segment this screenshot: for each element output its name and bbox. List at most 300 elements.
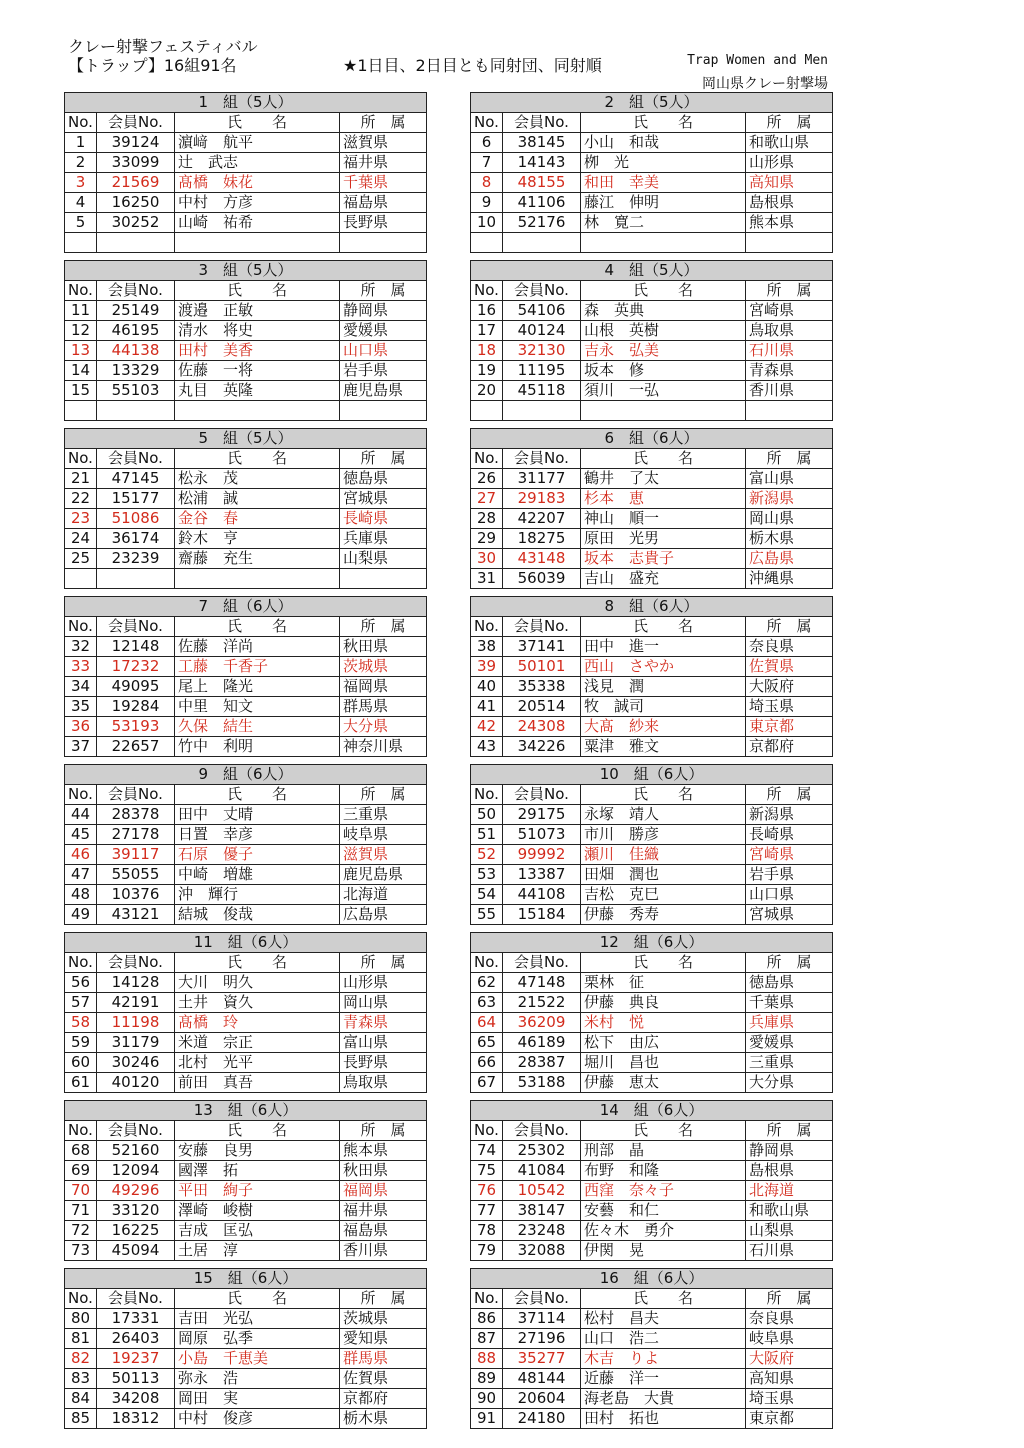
member-no: [97, 401, 175, 421]
table-row: [65, 1033, 427, 1053]
prefecture: 京都府: [340, 1389, 427, 1409]
member-no: 25149: [97, 301, 175, 321]
shooter-name: 神山 順一: [581, 509, 746, 529]
shooter-no: 69: [65, 1161, 97, 1181]
prefecture: [340, 401, 427, 421]
shooter-name: 金谷 春: [175, 509, 340, 529]
table-row: [65, 865, 427, 885]
shooter-name: 松浦 誠: [175, 489, 340, 509]
prefecture: 愛媛県: [746, 1033, 833, 1053]
column-header-member: 会員No.: [503, 1289, 581, 1309]
shooter-no: 43: [471, 737, 503, 757]
member-no: 10376: [97, 885, 175, 905]
table-row: [471, 1201, 833, 1221]
squad-table: [470, 428, 833, 589]
member-no: 37114: [503, 1309, 581, 1329]
shooter-no: 76: [471, 1181, 503, 1201]
member-no: 30246: [97, 1053, 175, 1073]
squad-table: [470, 260, 833, 421]
squad-title: 12 組（6人）: [471, 933, 833, 953]
shooter-name: [175, 401, 340, 421]
table-row: [471, 489, 833, 509]
squad-group: [470, 764, 832, 925]
prefecture: 鹿児島県: [340, 381, 427, 401]
shooter-no: [65, 233, 97, 253]
table-row: [65, 529, 427, 549]
member-no: 48144: [503, 1369, 581, 1389]
member-no: [97, 569, 175, 589]
table-row: [471, 1161, 833, 1181]
table-row: [471, 905, 833, 925]
table-row: [65, 885, 427, 905]
squad-table: [64, 596, 427, 757]
shooter-no: [65, 569, 97, 589]
prefecture: 京都府: [746, 737, 833, 757]
member-no: 49296: [97, 1181, 175, 1201]
squad-group: [470, 596, 832, 757]
shooter-no: 67: [471, 1073, 503, 1093]
shooter-no: 65: [471, 1033, 503, 1053]
table-row: [471, 321, 833, 341]
shooter-name: 土井 資久: [175, 993, 340, 1013]
member-no: 34208: [97, 1389, 175, 1409]
member-no: 53193: [97, 717, 175, 737]
squad-title: 2 組（5人）: [471, 93, 833, 113]
table-row: [471, 805, 833, 825]
table-row: [65, 469, 427, 489]
prefecture: 長野県: [340, 213, 427, 233]
shooter-no: 41: [471, 697, 503, 717]
shooter-no: 75: [471, 1161, 503, 1181]
prefecture: 高知県: [746, 1369, 833, 1389]
table-row: [65, 173, 427, 193]
column-header-no: No.: [471, 281, 503, 301]
member-no: 11195: [503, 361, 581, 381]
shooter-name: 伊藤 秀寿: [581, 905, 746, 925]
table-row: [65, 1201, 427, 1221]
squad-group: [64, 92, 426, 253]
table-row: [471, 825, 833, 845]
prefecture: 兵庫県: [746, 1013, 833, 1033]
member-no: 47148: [503, 973, 581, 993]
shooter-no: 3: [65, 173, 97, 193]
shooter-no: 38: [471, 637, 503, 657]
shooter-name: 佐藤 一将: [175, 361, 340, 381]
shooter-name: 髙橋 妹花: [175, 173, 340, 193]
table-row: [65, 1221, 427, 1241]
table-row: [65, 677, 427, 697]
shooter-name: 尾上 隆光: [175, 677, 340, 697]
shooter-name: 齋藤 充生: [175, 549, 340, 569]
shooter-name: 栁 光: [581, 153, 746, 173]
table-row: [471, 361, 833, 381]
shooter-no: 22: [65, 489, 97, 509]
prefecture: 岩手県: [340, 361, 427, 381]
column-header-pref: 所 属: [746, 785, 833, 805]
event-title: クレー射撃フェスティバル: [68, 37, 258, 56]
shooter-no: 66: [471, 1053, 503, 1073]
shooter-no: 19: [471, 361, 503, 381]
shooter-name: 日置 幸彦: [175, 825, 340, 845]
prefecture: 徳島県: [340, 469, 427, 489]
table-row: [65, 657, 427, 677]
prefecture: 滋賀県: [340, 845, 427, 865]
column-header-name: 氏 名: [175, 449, 340, 469]
table-row: [65, 737, 427, 757]
shooter-name: 粟津 雅文: [581, 737, 746, 757]
member-no: 39124: [97, 133, 175, 153]
member-no: [503, 401, 581, 421]
squad-table: [64, 764, 427, 925]
table-row: [471, 657, 833, 677]
table-row: [471, 509, 833, 529]
shooter-name: 伊藤 典良: [581, 993, 746, 1013]
prefecture: 長崎県: [340, 509, 427, 529]
prefecture: 福岡県: [340, 677, 427, 697]
prefecture: 滋賀県: [340, 133, 427, 153]
shooter-name: 松下 由広: [581, 1033, 746, 1053]
prefecture: 鳥取県: [746, 321, 833, 341]
table-row: [65, 1349, 427, 1369]
table-row: [65, 805, 427, 825]
member-no: 32088: [503, 1241, 581, 1261]
shooter-no: 61: [65, 1073, 97, 1093]
prefecture: 広島県: [746, 549, 833, 569]
column-header-pref: 所 属: [746, 113, 833, 133]
table-row: [471, 381, 833, 401]
member-no: 44108: [503, 885, 581, 905]
column-header-member: 会員No.: [97, 449, 175, 469]
shooter-name: 石原 優子: [175, 845, 340, 865]
squad-table: [64, 92, 427, 253]
shooter-name: 瀬川 佳織: [581, 845, 746, 865]
squad-table: [64, 932, 427, 1093]
squad-group: [64, 932, 426, 1093]
shooter-name: 中村 俊彦: [175, 1409, 340, 1429]
member-no: 48155: [503, 173, 581, 193]
member-no: 24180: [503, 1409, 581, 1429]
prefecture: 青森県: [746, 361, 833, 381]
shooter-no: 23: [65, 509, 97, 529]
member-no: 40120: [97, 1073, 175, 1093]
shooter-no: 56: [65, 973, 97, 993]
table-row: [471, 549, 833, 569]
squad-title: 9 組（6人）: [65, 765, 427, 785]
column-header-pref: 所 属: [340, 113, 427, 133]
shooter-name: 永塚 靖人: [581, 805, 746, 825]
table-row: [65, 381, 427, 401]
shooter-name: 米村 悦: [581, 1013, 746, 1033]
shooter-name: 前田 真吾: [175, 1073, 340, 1093]
column-header-member: 会員No.: [503, 953, 581, 973]
table-row: [65, 1409, 427, 1429]
shooter-name: 伊関 晃: [581, 1241, 746, 1261]
table-row: [471, 1141, 833, 1161]
column-header-no: No.: [471, 113, 503, 133]
squad-group: [470, 92, 832, 253]
column-header-no: No.: [471, 449, 503, 469]
prefecture: 島根県: [746, 193, 833, 213]
member-no: 46189: [503, 1033, 581, 1053]
column-header-pref: 所 属: [340, 1121, 427, 1141]
table-row: [471, 1389, 833, 1409]
squad-title: 3 組（5人）: [65, 261, 427, 281]
table-row: [471, 1221, 833, 1241]
shooter-no: 2: [65, 153, 97, 173]
prefecture: 石川県: [746, 341, 833, 361]
table-row: [65, 1389, 427, 1409]
squad-title: 15 組（6人）: [65, 1269, 427, 1289]
prefecture: 山口県: [340, 341, 427, 361]
squad-table: [470, 92, 833, 253]
member-no: 17331: [97, 1309, 175, 1329]
prefecture: 奈良県: [746, 1309, 833, 1329]
member-no: 44138: [97, 341, 175, 361]
table-row: [65, 301, 427, 321]
shooter-name: 中里 知文: [175, 697, 340, 717]
table-row: [65, 697, 427, 717]
prefecture: 群馬県: [340, 697, 427, 717]
table-row: [471, 213, 833, 233]
prefecture: [746, 233, 833, 253]
member-no: 56039: [503, 569, 581, 589]
prefecture: 富山県: [340, 1033, 427, 1053]
shooter-no: 40: [471, 677, 503, 697]
member-no: 42207: [503, 509, 581, 529]
member-no: 43148: [503, 549, 581, 569]
prefecture: 宮崎県: [746, 845, 833, 865]
shooter-name: 森 英典: [581, 301, 746, 321]
table-row: [65, 153, 427, 173]
shooter-no: 87: [471, 1329, 503, 1349]
shooter-name: 吉永 弘美: [581, 341, 746, 361]
shooter-name: 弥永 浩: [175, 1369, 340, 1389]
column-header-name: 氏 名: [581, 113, 746, 133]
prefecture: 高知県: [746, 173, 833, 193]
shooter-name: 山根 英樹: [581, 321, 746, 341]
shooter-no: 44: [65, 805, 97, 825]
prefecture: 長崎県: [746, 825, 833, 845]
squad-title: 6 組（6人）: [471, 429, 833, 449]
member-no: 33120: [97, 1201, 175, 1221]
table-row: [471, 1309, 833, 1329]
shooter-name: 佐々木 勇介: [581, 1221, 746, 1241]
member-no: 39117: [97, 845, 175, 865]
shooter-no: 35: [65, 697, 97, 717]
member-no: 16250: [97, 193, 175, 213]
table-row: [471, 677, 833, 697]
prefecture: 青森県: [340, 1013, 427, 1033]
table-row: [471, 1329, 833, 1349]
table-row: [65, 233, 427, 253]
member-no: 45094: [97, 1241, 175, 1261]
member-no: 12094: [97, 1161, 175, 1181]
table-row: [65, 569, 427, 589]
shooter-no: 8: [471, 173, 503, 193]
table-row: [471, 301, 833, 321]
member-no: 19284: [97, 697, 175, 717]
shooter-no: 10: [471, 213, 503, 233]
prefecture: 神奈川県: [340, 737, 427, 757]
shooter-no: 63: [471, 993, 503, 1013]
prefecture: 佐賀県: [746, 657, 833, 677]
squad-title: 7 組（6人）: [65, 597, 427, 617]
shooter-name: 栗林 征: [581, 973, 746, 993]
table-row: [65, 1161, 427, 1181]
prefecture: 大阪府: [746, 1349, 833, 1369]
column-header-no: No.: [65, 1121, 97, 1141]
prefecture: 秋田県: [340, 1161, 427, 1181]
prefecture: 香川県: [340, 1241, 427, 1261]
squad-table: [470, 764, 833, 925]
shooter-no: 45: [65, 825, 97, 845]
shooter-no: 90: [471, 1389, 503, 1409]
prefecture: 三重県: [746, 1053, 833, 1073]
shooter-name: [175, 569, 340, 589]
shooter-name: 山崎 祐希: [175, 213, 340, 233]
column-header-pref: 所 属: [746, 617, 833, 637]
shooter-no: 49: [65, 905, 97, 925]
column-header-no: No.: [471, 617, 503, 637]
member-no: 15177: [97, 489, 175, 509]
member-no: 15184: [503, 905, 581, 925]
member-no: 18312: [97, 1409, 175, 1429]
member-no: 35277: [503, 1349, 581, 1369]
shooter-name: 工藤 千香子: [175, 657, 340, 677]
table-row: [65, 1329, 427, 1349]
member-no: 18275: [503, 529, 581, 549]
squad-table: [470, 596, 833, 757]
member-no: 30252: [97, 213, 175, 233]
table-row: [65, 1309, 427, 1329]
prefecture: 栃木県: [340, 1409, 427, 1429]
prefecture: 秋田県: [340, 637, 427, 657]
shooter-name: 平田 絢子: [175, 1181, 340, 1201]
member-no: 53188: [503, 1073, 581, 1093]
member-no: 27196: [503, 1329, 581, 1349]
table-row: [471, 133, 833, 153]
table-row: [65, 1013, 427, 1033]
shooter-name: 和田 幸美: [581, 173, 746, 193]
shooter-no: 51: [471, 825, 503, 845]
shooter-no: 74: [471, 1141, 503, 1161]
column-header-pref: 所 属: [340, 449, 427, 469]
prefecture: 新潟県: [746, 489, 833, 509]
prefecture: 千葉県: [340, 173, 427, 193]
table-row: [471, 637, 833, 657]
shooter-name: 田村 拓也: [581, 1409, 746, 1429]
prefecture: 茨城県: [340, 657, 427, 677]
shooter-name: 伊藤 恵太: [581, 1073, 746, 1093]
shooter-no: 11: [65, 301, 97, 321]
shooter-name: 林 寛二: [581, 213, 746, 233]
shooter-no: 58: [65, 1013, 97, 1033]
shooter-no: 24: [65, 529, 97, 549]
member-no: 35338: [503, 677, 581, 697]
member-no: 52176: [503, 213, 581, 233]
column-header-pref: 所 属: [340, 281, 427, 301]
prefecture: 山梨県: [746, 1221, 833, 1241]
member-no: 24308: [503, 717, 581, 737]
prefecture: 山口県: [746, 885, 833, 905]
shooter-no: 55: [471, 905, 503, 925]
table-row: [65, 973, 427, 993]
prefecture: 大分県: [340, 717, 427, 737]
shooter-name: 結城 俊哉: [175, 905, 340, 925]
table-row: [65, 1073, 427, 1093]
shooter-name: 土居 淳: [175, 1241, 340, 1261]
squad-table: [470, 1268, 833, 1429]
shooter-name: 吉山 盛充: [581, 569, 746, 589]
table-row: [471, 885, 833, 905]
prefecture: 宮城県: [340, 489, 427, 509]
member-no: 31179: [97, 1033, 175, 1053]
shooter-name: 辻 武志: [175, 153, 340, 173]
member-no: 38147: [503, 1201, 581, 1221]
shooter-name: 杉本 恵: [581, 489, 746, 509]
shooter-no: 34: [65, 677, 97, 697]
squad-group: [470, 932, 832, 1093]
prefecture: 岡山県: [746, 509, 833, 529]
table-row: [471, 233, 833, 253]
prefecture: 島根県: [746, 1161, 833, 1181]
shooter-name: 濵﨑 航平: [175, 133, 340, 153]
column-header-member: 会員No.: [97, 281, 175, 301]
shooter-name: 田中 進一: [581, 637, 746, 657]
venue-name: 岡山県クレー射撃場: [702, 76, 828, 92]
table-row: [471, 865, 833, 885]
shooter-name: [175, 233, 340, 253]
shooter-no: 37: [65, 737, 97, 757]
column-header-member: 会員No.: [503, 281, 581, 301]
shooter-name: 丸目 英隆: [175, 381, 340, 401]
shooter-no: 83: [65, 1369, 97, 1389]
shooter-no: 53: [471, 865, 503, 885]
prefecture: 兵庫県: [340, 529, 427, 549]
column-header-pref: 所 属: [340, 785, 427, 805]
shooter-name: 山口 浩二: [581, 1329, 746, 1349]
shooter-no: 70: [65, 1181, 97, 1201]
table-row: [471, 341, 833, 361]
prefecture: 愛知県: [340, 1329, 427, 1349]
prefecture: 奈良県: [746, 637, 833, 657]
squad-title: 10 組（6人）: [471, 765, 833, 785]
shooter-no: 47: [65, 865, 97, 885]
prefecture: 岡山県: [340, 993, 427, 1013]
prefecture: 静岡県: [340, 301, 427, 321]
shooter-name: 藤江 伸明: [581, 193, 746, 213]
squad-table: [470, 1100, 833, 1261]
column-header-no: No.: [471, 1121, 503, 1141]
column-header-member: 会員No.: [503, 785, 581, 805]
member-no: 31177: [503, 469, 581, 489]
squad-table: [64, 1268, 427, 1429]
member-no: 40124: [503, 321, 581, 341]
column-header-pref: 所 属: [746, 953, 833, 973]
shooter-name: 須川 一弘: [581, 381, 746, 401]
member-no: 99992: [503, 845, 581, 865]
table-row: [471, 1033, 833, 1053]
table-row: [65, 717, 427, 737]
prefecture: 岩手県: [746, 865, 833, 885]
prefecture: 広島県: [340, 905, 427, 925]
squad-group: [64, 428, 426, 589]
member-no: 41106: [503, 193, 581, 213]
table-row: [65, 341, 427, 361]
shooter-no: 27: [471, 489, 503, 509]
shooter-name: 沖 輝行: [175, 885, 340, 905]
shooter-no: 1: [65, 133, 97, 153]
